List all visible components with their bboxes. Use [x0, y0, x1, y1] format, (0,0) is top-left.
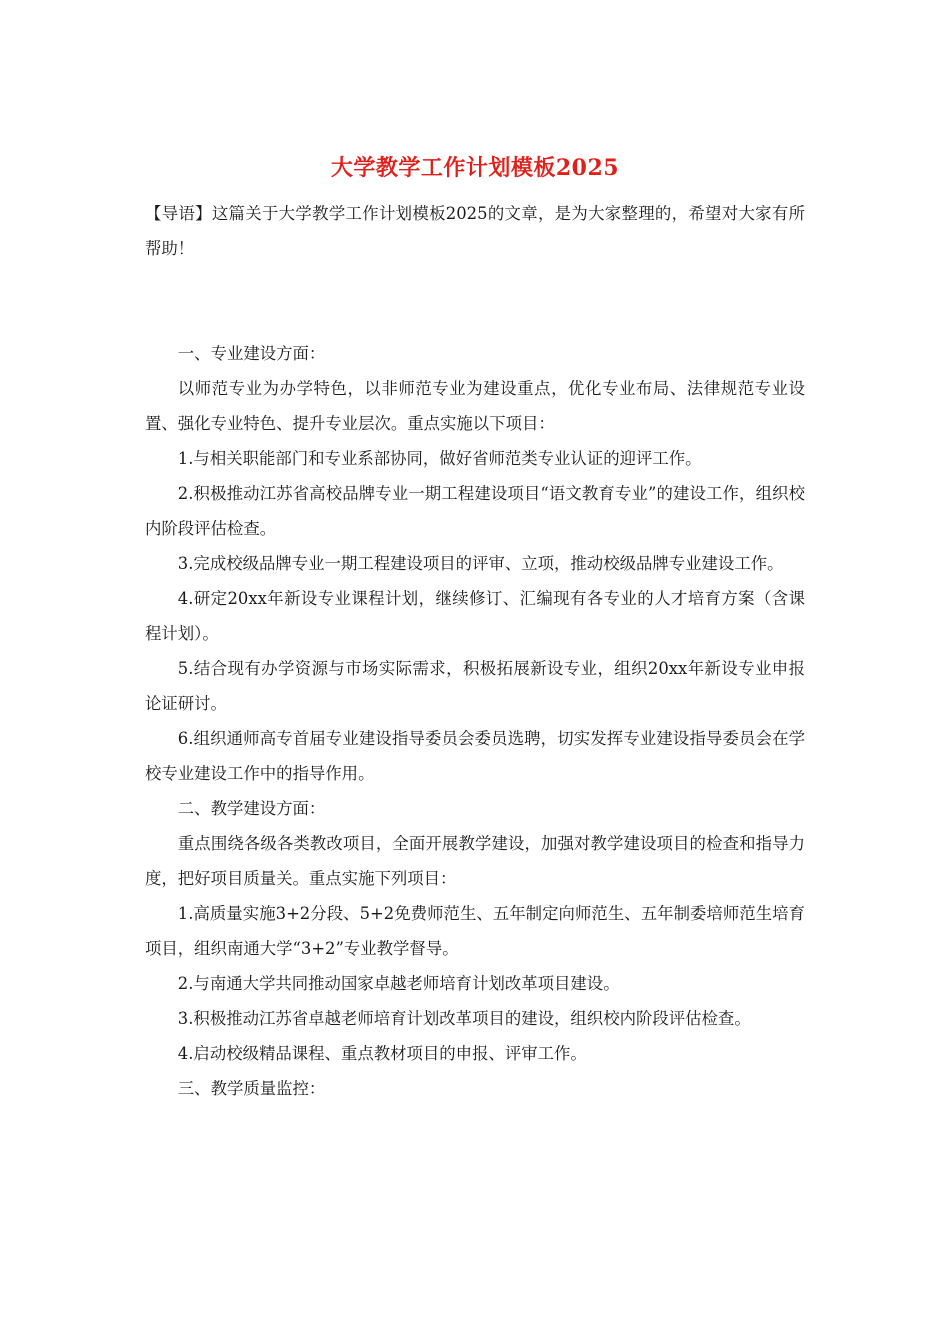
list-item: 1.与相关职能部门和专业系部协同，做好省师范类专业认证的迎评工作。	[177, 449, 702, 468]
list-item: 6.组织通师高专首届专业建设指导委员会委员选聘，切实发挥专业建设指导委员会在学校专业建设工作中的指导作用。	[145, 729, 805, 783]
body-paragraph: 以师范专业为办学特色，以非师范专业为建设重点，优化专业布局、法律规范专业设置、强化专业特色、提升专业层次。重点实施以下项目：	[145, 379, 805, 433]
list-item: 5.结合现有办学资源与市场实际需求，积极拓展新设专业，组织20xx年新设专业申报论证研讨。	[145, 659, 805, 713]
list-item: 3.积极推动江苏省卓越老师培育计划改革项目的建设，组织校内阶段评估检查。	[177, 1009, 751, 1028]
list-item: 4.研定20xx年新设专业课程计划，继续修订、汇编现有各专业的人才培育方案（含课程计划）。	[145, 589, 805, 643]
list-item: 4.启动校级精品课程、重点教材项目的申报、评审工作。	[177, 1044, 587, 1063]
document-title: 大学教学工作计划模板2025	[330, 155, 620, 181]
list-item: 3.完成校级品牌专业一期工程建设项目的评审、立项，推动校级品牌专业建设工作。	[177, 554, 784, 573]
list-item: 1.高质量实施3+2分段、5+2免费师范生、五年制定向师范生、五年制委培师范生培育项目，组织南通大学“3+2”专业教学督导。	[145, 904, 805, 958]
section-heading-2: 二、教学建设方面：	[177, 799, 326, 818]
intro-paragraph: 【导语】这篇关于大学教学工作计划模板2025的文章，是为大家整理的，希望对大家有所帮助！	[145, 204, 805, 258]
list-item: 2.积极推动江苏省高校品牌专业一期工程建设项目“语文教育专业”的建设工作，组织校内阶段评估检查。	[145, 484, 805, 538]
list-item: 2.与南通大学共同推动国家卓越老师培育计划改革项目建设。	[177, 974, 620, 993]
section-heading-3: 三、教学质量监控：	[177, 1079, 326, 1098]
body-paragraph: 重点围绕各级各类教改项目，全面开展教学建设，加强对教学建设项目的检查和指导力度，把好项目质量关。重点实施下列项目：	[145, 834, 805, 888]
document-body	[145, 196, 805, 1106]
section-heading-1: 一、专业建设方面：	[177, 344, 326, 363]
